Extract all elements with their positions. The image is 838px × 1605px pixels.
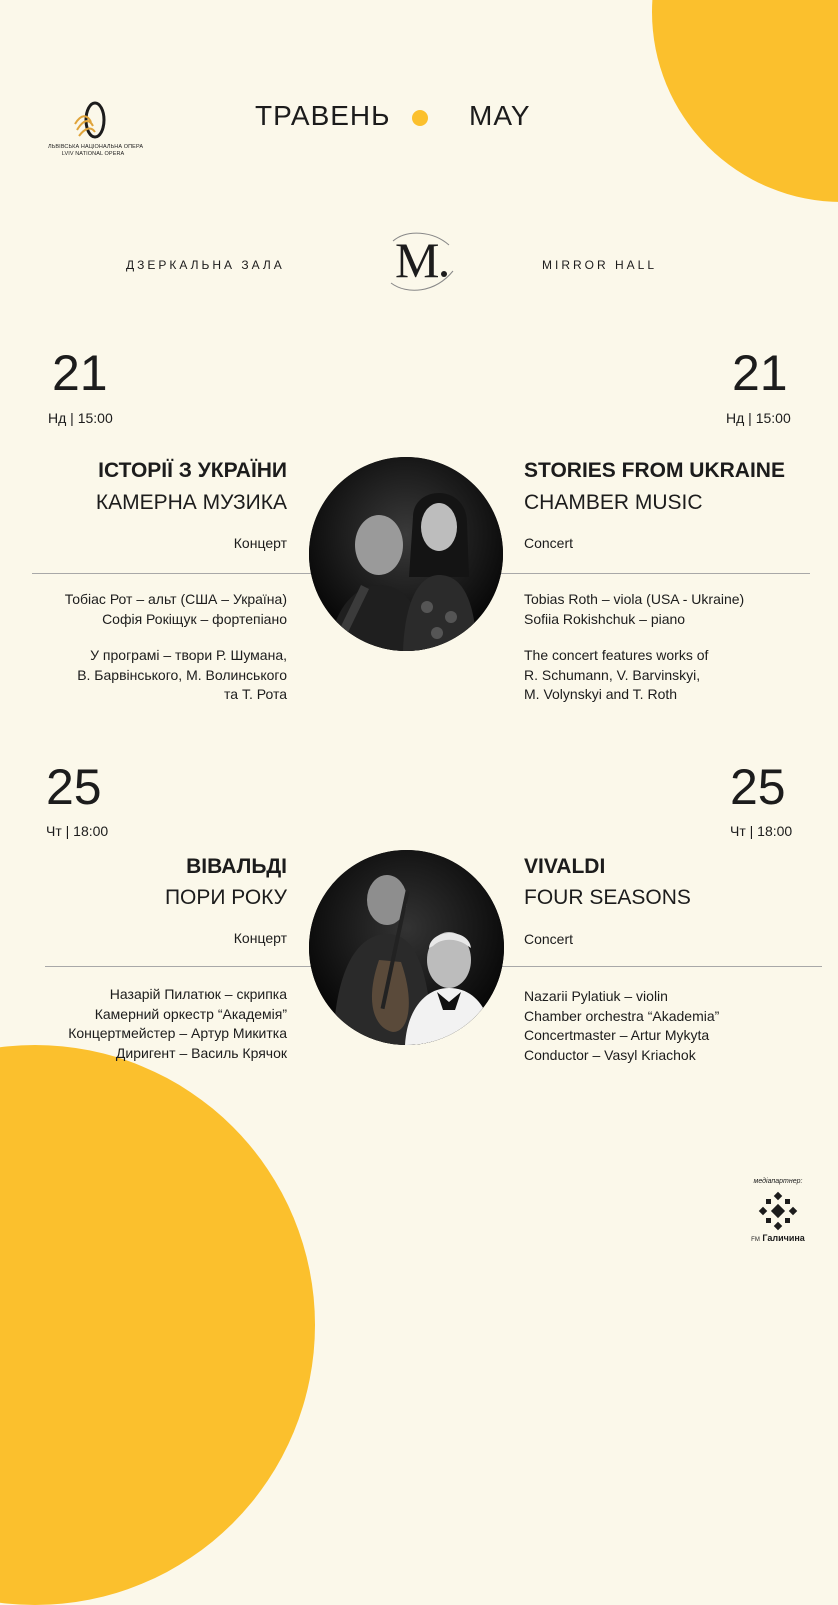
event2-day-en: 25: [730, 759, 786, 815]
event2-performer-ua-3: Концертмейстер – Артур Микитка: [68, 1025, 287, 1041]
event2-performer-ua-4: Диригент – Василь Крячок: [115, 1044, 287, 1061]
event1-performers-ua: [65, 590, 287, 629]
logo-text-ua: ЛЬВІВСЬКА НАЦІОНАЛЬНА ОПЕРА: [48, 144, 144, 150]
event2-performers-en: [524, 987, 719, 1065]
event2-day-ua: 25: [46, 759, 102, 815]
mirror-hall-logo: [383, 225, 463, 300]
month-separator-dot: [412, 110, 428, 126]
month-en: MAY: [469, 100, 531, 131]
event1-program-en-2: R. Schumann, V. Barvinskyi,: [524, 666, 701, 683]
event2-performers-ua: [68, 985, 287, 1063]
event2-subtitle-en: FOUR SEASONS: [524, 886, 691, 909]
event1-performer-ua-1: Тобіас Рот – альт (США – Україна): [64, 591, 287, 607]
event1-program-ua-3: та Т. Рота: [224, 686, 287, 702]
mirror-hall-emblem-icon: [383, 225, 463, 295]
event1-performers-en: [524, 590, 744, 629]
event2-title-ua: ВІВАЛЬДІ: [186, 855, 287, 878]
event2-performers-image: [309, 850, 504, 1045]
event2-performer-ua-2: Камерний оркестр “Академія”: [94, 1005, 287, 1022]
event1-performer-ua-2: Софія Рокіщук – фортепіано: [102, 610, 287, 627]
event2-performer-en-3: Concertmaster – Artur Mykyta: [524, 1027, 710, 1043]
decor-circle-bottom-left: [0, 1045, 315, 1605]
event2-time-ua: Чт | 18:00: [46, 823, 109, 839]
opera-logo: [48, 100, 144, 158]
event1-program-en-1: The concert features works of: [524, 647, 709, 663]
galychyna-ornament-icon: [758, 1191, 798, 1231]
event1-time-en: Нд | 15:00: [726, 410, 791, 426]
event2-performer-en-2: Chamber orchestra “Akademia”: [524, 1007, 720, 1024]
event2-kind-en: Concert: [524, 931, 574, 947]
hall-name-ua: ДЗЕРКАЛЬНА ЗАЛА: [126, 258, 285, 272]
event2-performer-en-4: Conductor – Vasyl Kriachok: [524, 1046, 696, 1063]
event1-performer-en-2: Sofiia Rokishchuk – piano: [524, 610, 686, 627]
event1-program-ua: [77, 646, 287, 705]
event2-performer-ua-1: Назарій Пилатюк – скрипка: [109, 986, 287, 1002]
event1-program-en: [524, 646, 708, 705]
event2-time-en: Чт | 18:00: [730, 823, 793, 839]
event1-kind-en: Concert: [524, 535, 574, 551]
event1-performers-image: [309, 457, 503, 651]
event1-program-ua-1: У програмі – твори Р. Шумана,: [90, 647, 287, 663]
event1-photo: [309, 457, 503, 651]
decor-circle-top-right: [652, 0, 838, 202]
media-partner-name-text: Галичина: [762, 1233, 805, 1243]
event1-title-ua: ІСТОРІЇ З УКРАЇНИ: [98, 459, 287, 482]
event1-subtitle-en: CHAMBER MUSIC: [524, 491, 703, 514]
media-partner-label: медіапартнер:: [753, 1178, 803, 1185]
event1-day-ua: 21: [52, 345, 108, 401]
media-partner-name: [738, 1233, 818, 1243]
event2-subtitle-ua: ПОРИ РОКУ: [164, 886, 287, 909]
event2-title-en: VIVALDI: [524, 855, 606, 878]
opera-emblem-icon: [71, 100, 115, 144]
month-ua: ТРАВЕНЬ: [255, 100, 391, 131]
event2-kind-ua: Концерт: [233, 930, 287, 946]
svg-text:M: M: [395, 232, 440, 288]
logo-text-en: LVIV NATIONAL OPERA: [61, 151, 125, 157]
event1-time-ua: Нд | 15:00: [48, 410, 113, 426]
event1-kind-ua: Концерт: [233, 535, 287, 551]
media-partner: [738, 1178, 818, 1243]
event2-performer-en-1: Nazarii Pylatiuk – violin: [524, 988, 668, 1004]
event1-subtitle-ua: КАМЕРНА МУЗИКА: [95, 491, 287, 514]
media-partner-prefix: FM: [751, 1237, 760, 1243]
event1-title-en: STORIES FROM UKRAINE: [524, 459, 785, 482]
hall-name-en: MIRROR HALL: [542, 258, 658, 272]
event1-day-en: 21: [732, 345, 788, 401]
event1-performer-en-1: Tobias Roth – viola (USA - Ukraine): [524, 591, 745, 607]
event1-program-en-3: M. Volynskyi and T. Roth: [524, 686, 678, 702]
event2-photo: [309, 850, 504, 1045]
event1-program-ua-2: В. Барвінського, М. Волинського: [77, 666, 287, 683]
